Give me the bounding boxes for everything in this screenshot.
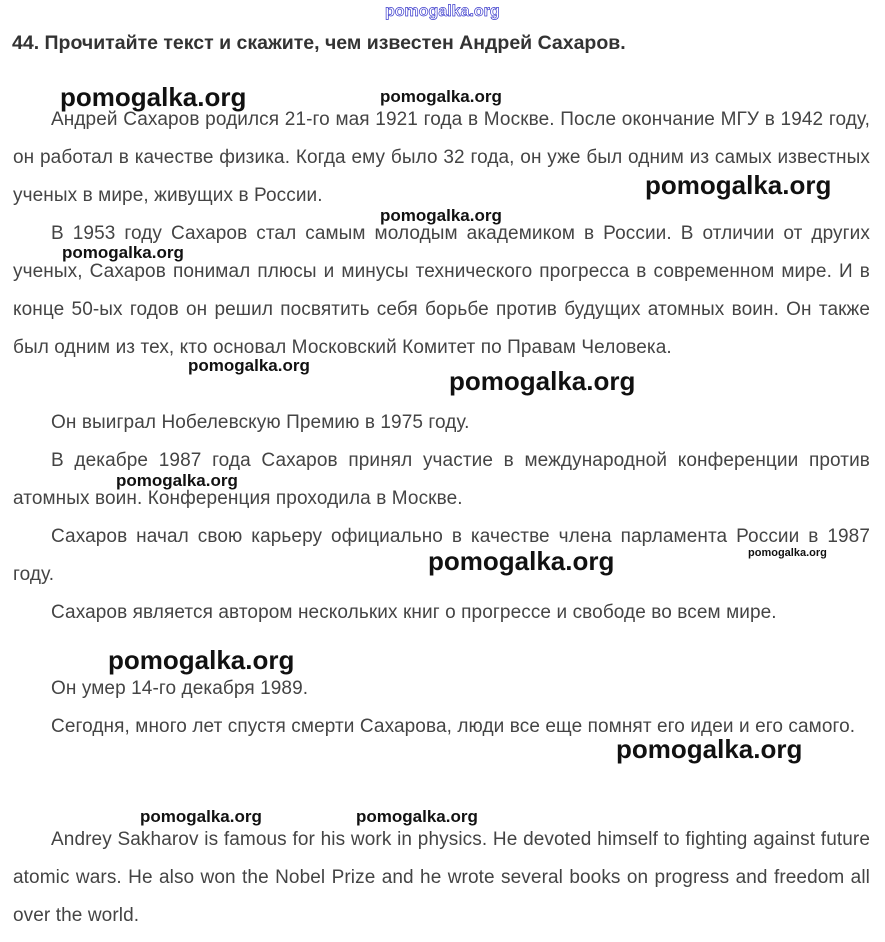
watermark: pomogalka.org: [116, 471, 238, 490]
paragraph-7: Он умер 14-го декабря 1989.: [51, 678, 309, 699]
exercise-title: 44. Прочитайте текст и скажите, чем известен Андрей Сахаров.: [12, 32, 626, 54]
watermark: pomogalka.org: [428, 546, 615, 576]
watermark: pomogalka.org: [748, 547, 827, 559]
paragraph-3: Он выиграл Нобелевскую Премию в 1975 году.: [51, 412, 470, 433]
watermark: pomogalka.org: [62, 243, 184, 262]
paragraph-2: В 1953 году Сахаров стал самым молодым академиком в России. В отличии от других ученых, Сахаров понимал плюсы и минусы технического прогресса в современном мире. И в конце 50-ых годов он решил посвятить себя борьбе против будущих атомных воин. Он также был одним из тех, кто основал Московский Комитет по Правам Человека.: [13, 223, 870, 358]
answer-paragraph: Andrey Sakharov is famous for his work in physics. He devoted himself to fighting against future atomic wars. He also won the Nobel Prize and he wrote several books on progress and freedom all over the world.: [13, 829, 870, 926]
watermark: pomogalka.org: [60, 82, 247, 112]
watermark: pomogalka.org: [385, 3, 500, 20]
watermark: pomogalka.org: [380, 206, 502, 225]
watermark: pomogalka.org: [108, 645, 295, 675]
watermark: pomogalka.org: [616, 734, 803, 764]
paragraph-4: В декабре 1987 года Сахаров принял участие в международной конференции против атомных воин. Конференция проходила в Москве.: [13, 450, 870, 509]
watermark: pomogalka.org: [449, 366, 636, 396]
paragraph-1: Андрей Сахаров родился 21-го мая 1921 года в Москве. После окончание МГУ в 1942 году, он работал в качестве физика. Когда ему было 32 года, он уже был одним из самых известных ученых в мире, живущих в России.: [13, 109, 870, 206]
watermark: pomogalka.org: [188, 356, 310, 375]
watermark: pomogalka.org: [645, 170, 832, 200]
paragraph-6: Сахаров является автором нескольких книг о прогрессе и свободе во всем мире.: [51, 602, 777, 623]
watermark: pomogalka.org: [356, 807, 478, 826]
paragraph-5: Сахаров начал свою карьеру официально в качестве члена парламента России в 1987 году.: [13, 526, 870, 585]
paragraph-8: Сегодня, много лет спустя смерти Сахарова, люди все еще помнят его идеи и его самого.: [51, 716, 856, 737]
watermark: pomogalka.org: [140, 807, 262, 826]
watermark: pomogalka.org: [380, 87, 502, 106]
